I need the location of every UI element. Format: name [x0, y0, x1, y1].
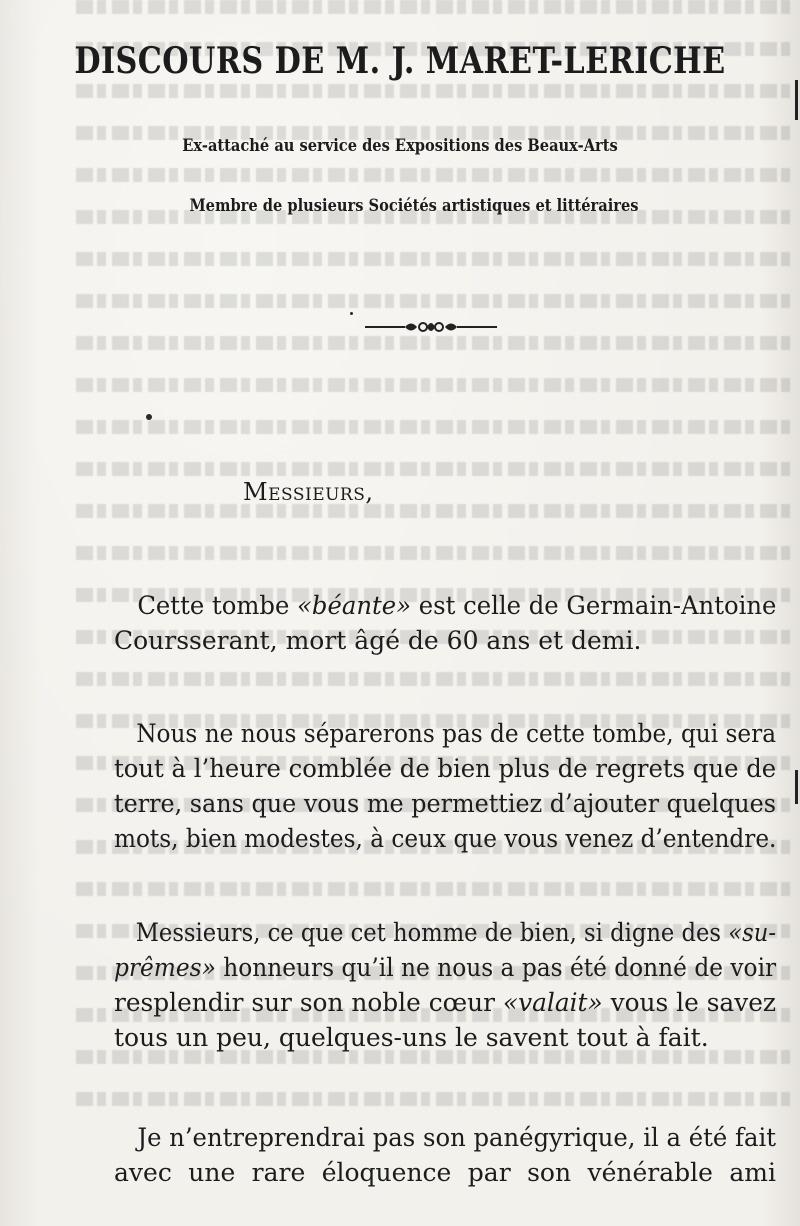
paragraph-1: [114, 588, 776, 658]
text-line: terre, sans que vous me permettiez d’ajouter quelques: [114, 789, 777, 818]
paragraph-2: [114, 716, 776, 856]
paragraph-4: [114, 1120, 776, 1190]
text-line: tout à l’heure comblée de bien plus de regrets que de: [114, 754, 777, 783]
text-line: prêmes» honneurs qu’il ne nous a pas été donné de voir: [114, 953, 777, 982]
salutation-text: Messieurs,: [243, 478, 374, 506]
text-line: avec une rare éloquence par son vénérable ami: [114, 1158, 776, 1187]
page-edge-mark: [795, 80, 798, 120]
text-line: Nous ne nous séparerons pas de cette tombe, qui sera: [136, 719, 777, 748]
text-line: Coursserant, mort âgé de 60 ans et demi.: [114, 626, 642, 655]
text-line: mots, bien modestes, à ceux que vous venez d’entendre.: [114, 824, 777, 853]
text-line: Je n’entreprendrai pas son panégyrique, il a été fait: [137, 1123, 777, 1152]
text-line: resplendir sur son noble cœur «valait» vous le savez: [114, 988, 776, 1017]
text-line: Messieurs, ce que cet homme de bien, si digne des «su-: [135, 918, 776, 947]
decorative-fleuron-icon: [365, 318, 497, 336]
text-line: Cette tombe «béante» est celle de Germain-Antoine: [137, 591, 777, 620]
author-subtitle-1: Ex-attaché au service des Expositions des Beaux-Arts: [182, 136, 618, 156]
page-title: DISCOURS DE M. J. MARET-LERICHE: [74, 40, 726, 82]
salutation: [243, 478, 374, 506]
page-edge-mark: [795, 770, 798, 804]
ink-speck: [146, 414, 152, 420]
ink-speck: [350, 312, 353, 315]
text-line: tous un peu, quelques-uns le savent tout à fait.: [114, 1023, 709, 1052]
paragraph-3: [114, 915, 776, 1055]
author-subtitle-2: Membre de plusieurs Sociétés artistiques et littéraires: [189, 196, 639, 216]
